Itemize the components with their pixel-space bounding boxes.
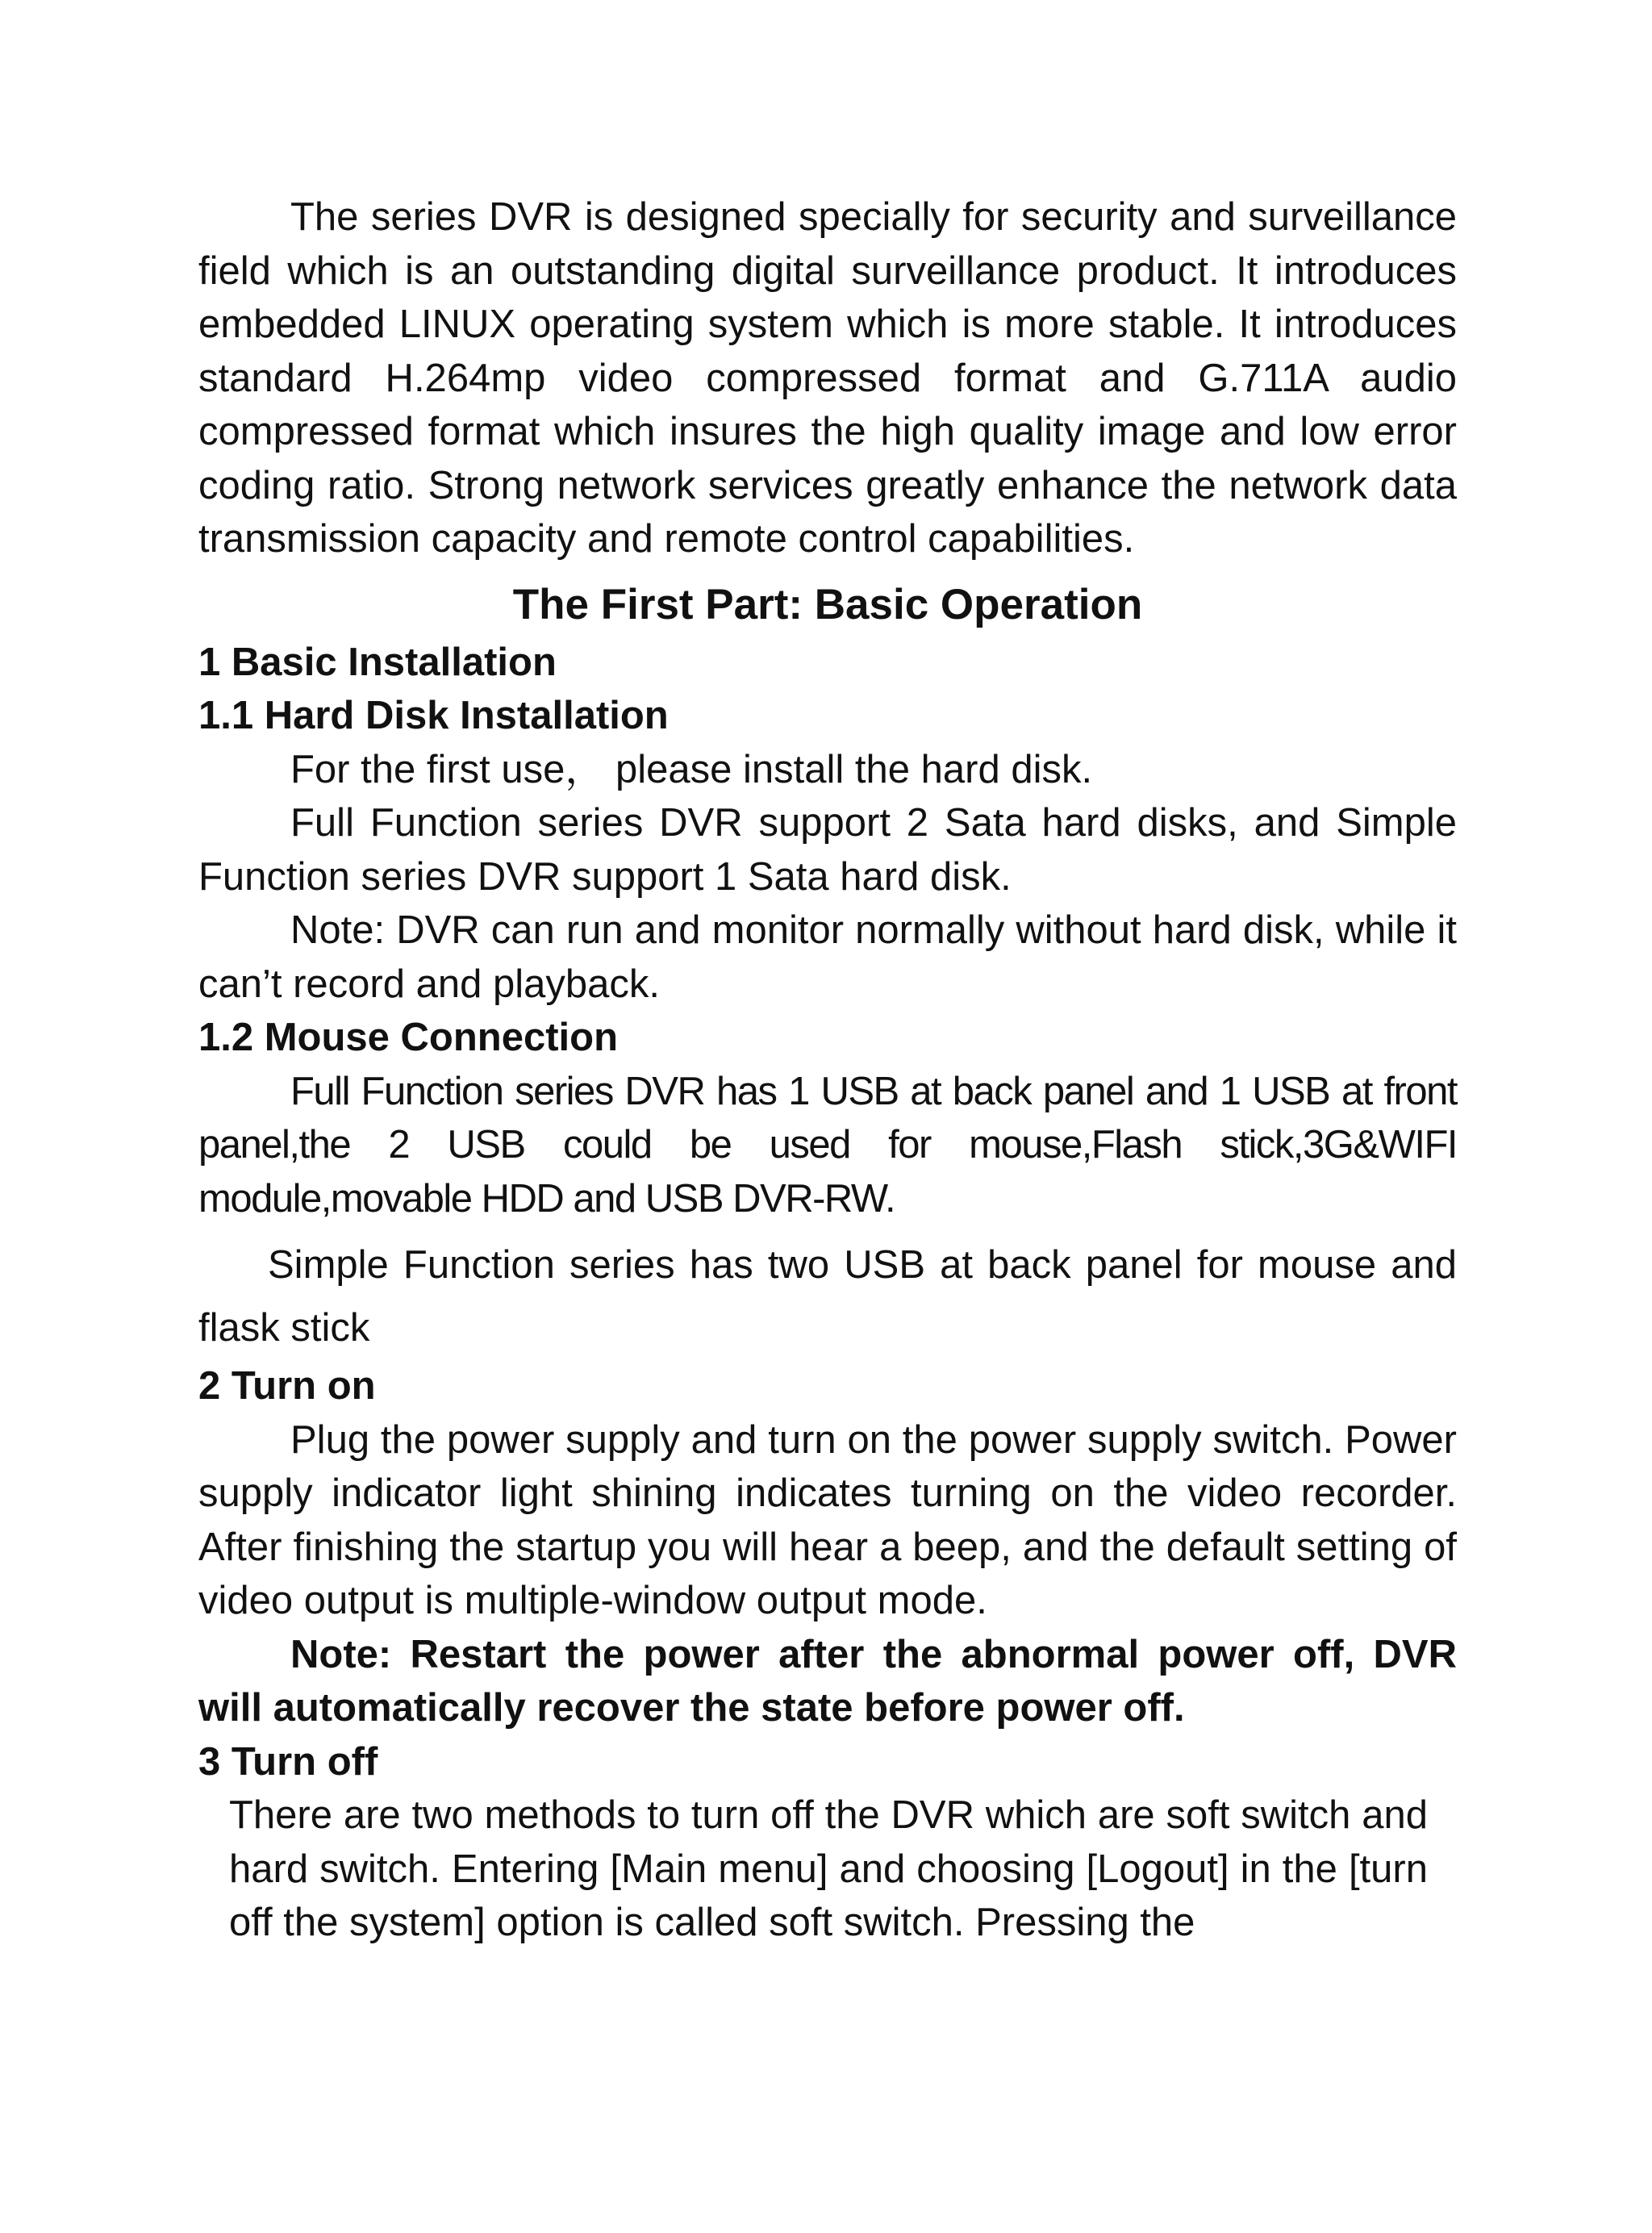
section-1-heading: 1 Basic Installation: [198, 640, 557, 684]
hard-disk-note: Note: DVR can run and monitor normally without hard disk, while it can’t record and playback.: [198, 908, 1457, 1006]
hard-disk-paragraph-2: Full Function series DVR support 2 Sata hard disks, and Simple Function series DVR support 1 Sata hard disk.: [198, 801, 1457, 899]
turn-on-paragraph: Plug the power supply and turn on the power supply switch. Power supply indicator light shining indicates turning on the video recorder. After finishing the startup you will hear a beep, and the default setting of video output is multiple-window output mode.: [198, 1417, 1457, 1622]
section-1-2-heading: 1.2 Mouse Connection: [198, 1016, 619, 1059]
part-title: The First Part: Basic Operation: [512, 580, 1143, 628]
section-1-1-heading: 1.1 Hard Disk Installation: [198, 694, 669, 737]
turn-off-paragraph: There are two methods to turn off the DVR which are soft switch and hard switch. Entering [Main menu] and choosing [Logout] in the [turn off the system] option is called soft switch. Pressing the: [229, 1793, 1428, 1944]
section-3-heading: 3 Turn off: [198, 1739, 378, 1784]
mouse-paragraph-1: Full Function series DVR has 1 USB at back panel and 1 USB at front panel,the 2 USB could be used for mouse,Flash stick,3G&WIFI module,movable HDD and USB DVR-RW.: [198, 1069, 1457, 1221]
mouse-paragraph-2: Simple Function series has two USB at back panel for mouse and flask stick: [198, 1243, 1457, 1350]
intro-paragraph: The series DVR is designed specially for security and surveillance field which is an outstanding digital surveillance product. It introduces embedded LINUX operating system which is more stable. It introduces standard H.264mp video compressed format and G.711A audio compressed format which insures the high quality image and low error coding ratio. Strong network services greatly enhance the network data transmission capacity and remote control capabilities.: [198, 195, 1457, 561]
turn-on-note: Note: Restart the power after the abnormal power off, DVR will automatically recover the state before power off.: [198, 1632, 1457, 1730]
page-content: [198, 190, 1457, 1950]
hard-disk-paragraph-1: For the first use， please install the hard disk.: [290, 747, 1093, 791]
section-2-heading: 2 Turn on: [198, 1364, 376, 1408]
